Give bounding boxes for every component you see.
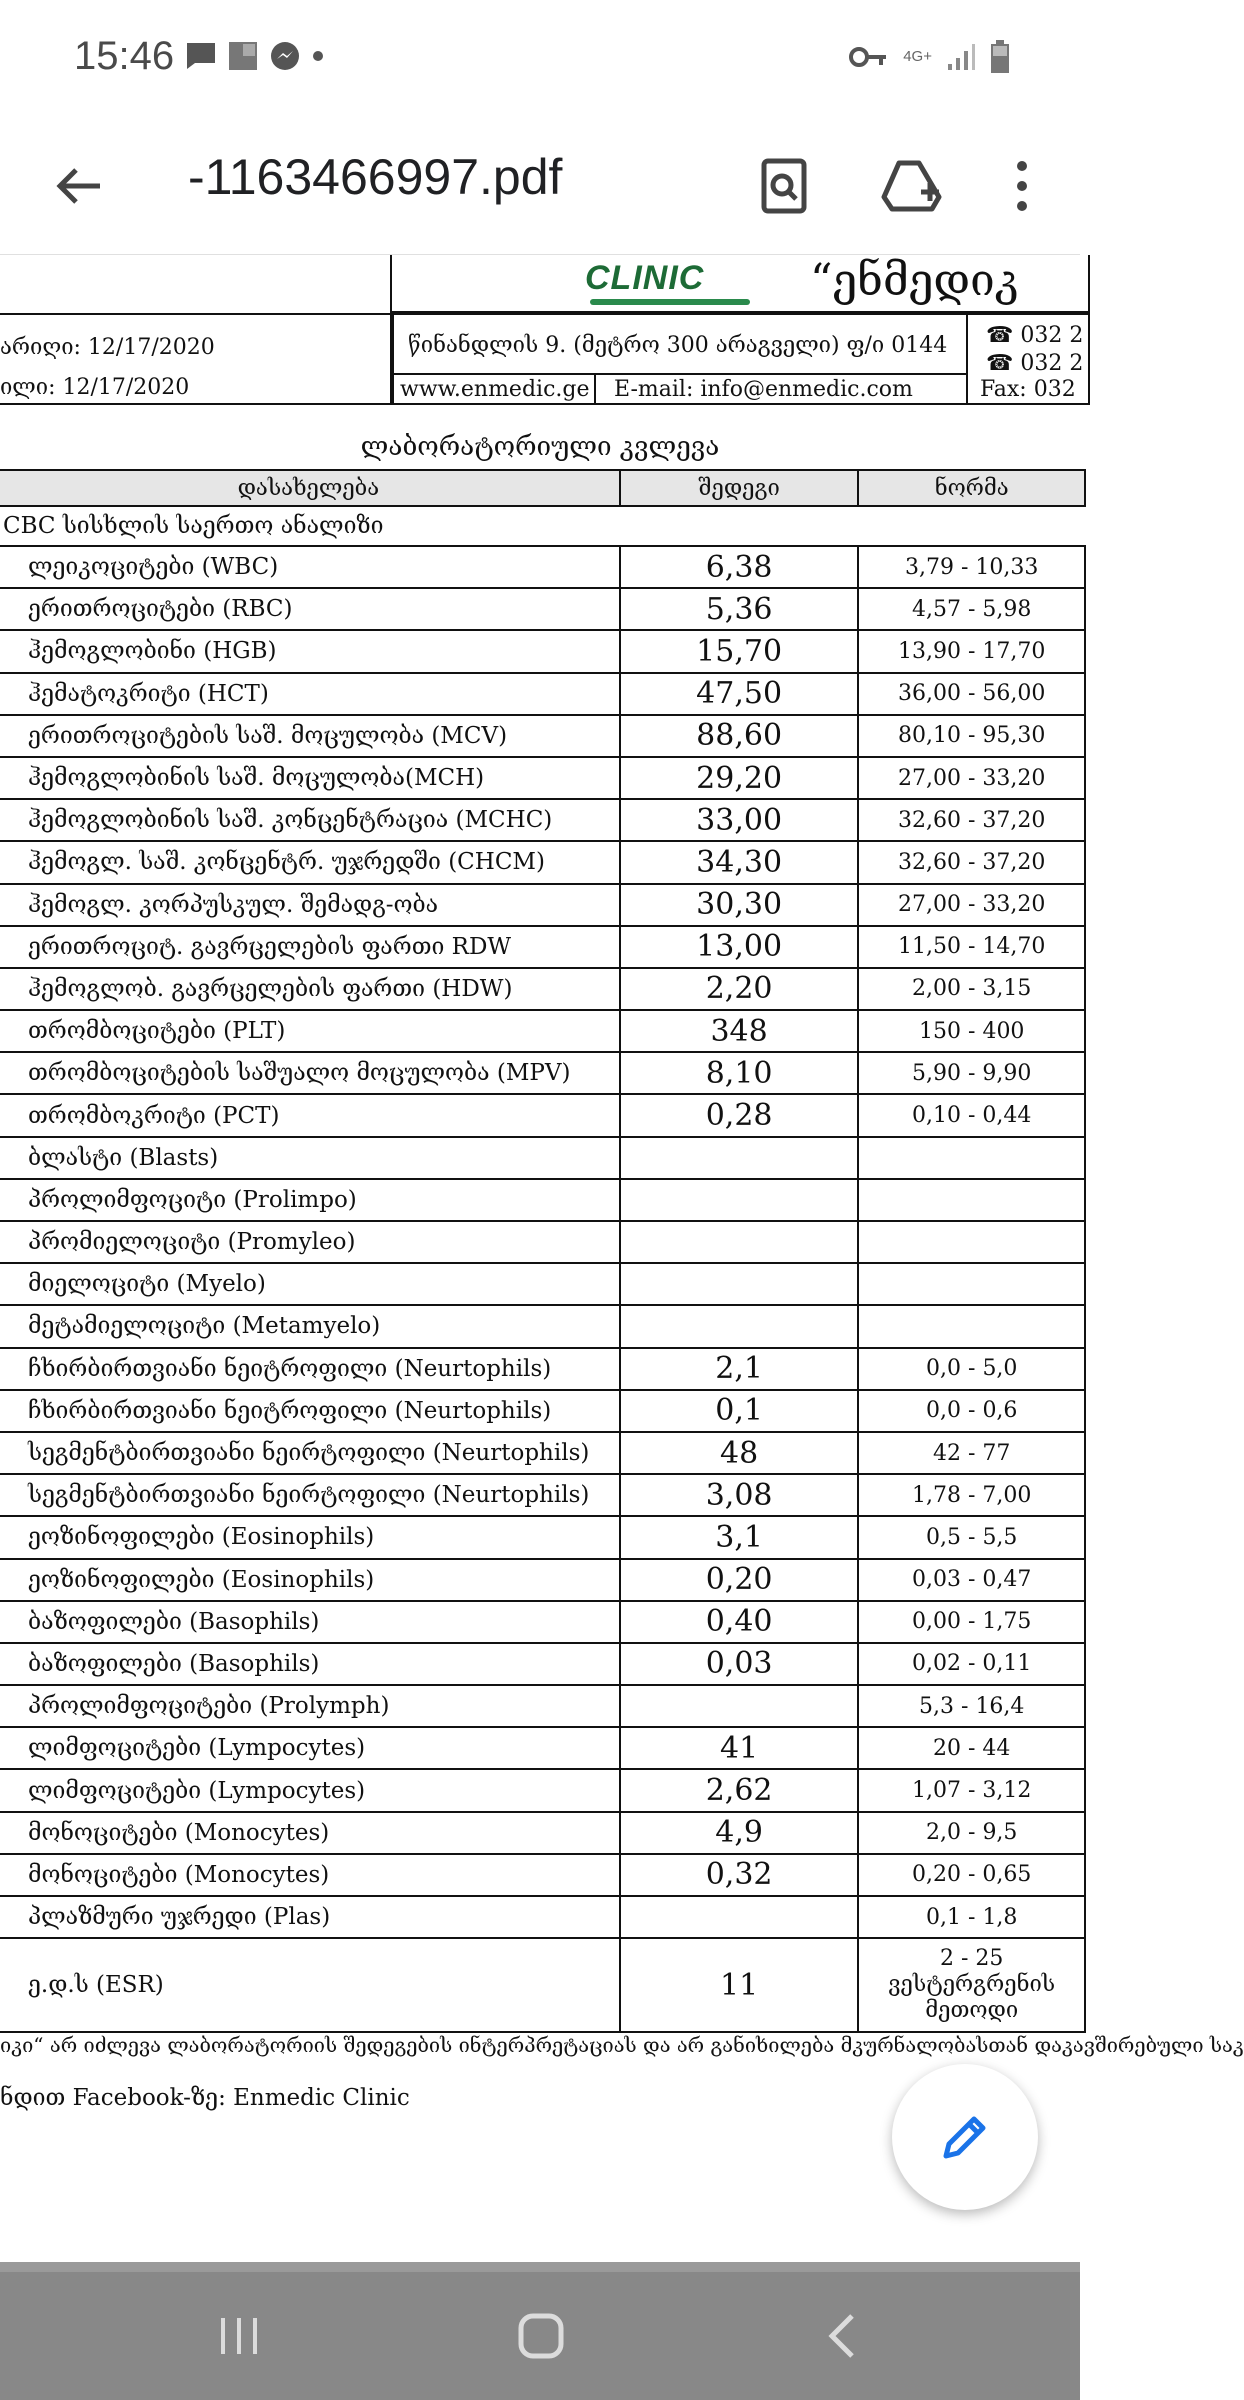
column-header-norm: ნორმა	[858, 470, 1085, 506]
row-result	[620, 1896, 859, 1938]
row-name: ეოზინოფილები (Eosinophils)	[0, 1559, 620, 1601]
row-norm: 36,00 - 56,00	[858, 673, 1085, 715]
row-result: 5,36	[620, 588, 859, 630]
table-row	[0, 1896, 1085, 1938]
row-result	[620, 1305, 859, 1347]
row-name: სეგმენტბირთვიანი ნეირტოფილი (Neurtophils)	[0, 1432, 620, 1474]
table-row	[0, 1854, 1085, 1896]
row-name: ერითროციტების საშ. მოცულობა (MCV)	[0, 715, 620, 757]
row-result: 0,20	[620, 1559, 859, 1601]
row-name: ჰემოგლობინი (HGB)	[0, 630, 620, 672]
row-name: ჰემოგლ. კორპუსკულ. შემადგ-ობა	[0, 884, 620, 926]
system-icons	[849, 40, 1010, 74]
navigation-bar	[0, 2272, 1080, 2400]
row-norm: 0,1 - 1,8	[858, 1896, 1085, 1938]
row-name: ჰემოგლობინის საშ. მოცულობა(MCH)	[0, 757, 620, 799]
row-result: 88,60	[620, 715, 859, 757]
row-name: ლიმფოციტები (Lympocytes)	[0, 1769, 620, 1811]
row-result	[620, 1137, 859, 1179]
row-name: ლეიკოციტები (WBC)	[0, 546, 620, 588]
back-nav-button[interactable]	[796, 2296, 886, 2376]
table-row-esr	[0, 1938, 1085, 2032]
status-bar	[0, 0, 1080, 120]
results-body	[0, 546, 1085, 1938]
phone-2: ☎ 032 2	[986, 351, 1084, 376]
table-row	[0, 799, 1085, 841]
row-name: ეოზინოფილები (Eosinophils)	[0, 1516, 620, 1558]
row-name: თრომბოკრიტი (PCT)	[0, 1094, 620, 1136]
row-norm	[858, 1938, 1085, 2032]
table-row	[0, 1474, 1085, 1516]
row-name: თრომბოციტები (PLT)	[0, 1010, 620, 1052]
row-norm	[858, 1305, 1085, 1347]
row-result: 41	[620, 1727, 859, 1769]
back-arrow-icon	[54, 166, 102, 206]
row-name: ჩხირბირთვიანი ნეიტროფილი (Neurtophils)	[0, 1390, 620, 1432]
row-name: მონოციტები (Monocytes)	[0, 1812, 620, 1854]
row-name: ლიმფოციტები (Lympocytes)	[0, 1727, 620, 1769]
row-norm	[858, 1137, 1085, 1179]
row-result: 30,30	[620, 884, 859, 926]
column-header-result: შედეგი	[620, 470, 859, 506]
row-name: ე.დ.ს (ESR)	[0, 1938, 620, 2032]
row-name: მიელოციტი (Myelo)	[0, 1263, 620, 1305]
row-result: 29,20	[620, 757, 859, 799]
table-header	[0, 470, 1085, 506]
table-row	[0, 1685, 1085, 1727]
row-name: პლაზმური უჯრედი (Plas)	[0, 1896, 620, 1938]
network-type: 4G+	[903, 48, 932, 65]
row-norm: 2,0 - 9,5	[858, 1812, 1085, 1854]
app-bar	[0, 120, 1080, 255]
row-result: 11	[620, 1938, 859, 2032]
table-row	[0, 1052, 1085, 1094]
row-result: 0,40	[620, 1601, 859, 1643]
table-row	[0, 1179, 1085, 1221]
row-norm: 5,3 - 16,4	[858, 1685, 1085, 1727]
recent-apps-icon	[217, 2314, 261, 2358]
row-norm: 80,10 - 95,30	[858, 715, 1085, 757]
row-result: 3,08	[620, 1474, 859, 1516]
row-name: მონოციტები (Monocytes)	[0, 1854, 620, 1896]
row-result	[620, 1179, 859, 1221]
table-row	[0, 1601, 1085, 1643]
gallery-icon	[227, 40, 259, 72]
vpn-key-icon	[849, 45, 889, 69]
clinic-name: “ენმედიკ	[810, 255, 1019, 306]
row-norm: 27,00 - 33,20	[858, 884, 1085, 926]
row-name: ჰემატოკრიტი (HCT)	[0, 673, 620, 715]
add-to-drive-icon	[881, 160, 943, 212]
clinic-logo: CLINIC	[585, 259, 705, 297]
row-result: 2,1	[620, 1348, 859, 1390]
table-row	[0, 1305, 1085, 1347]
row-norm: 4,57 - 5,98	[858, 588, 1085, 630]
row-norm: 27,00 - 33,20	[858, 757, 1085, 799]
row-name: ჩხირბირთვიანი ნეიტროფილი (Neurtophils)	[0, 1348, 620, 1390]
table-row	[0, 1432, 1085, 1474]
table-row	[0, 1390, 1085, 1432]
table-row	[0, 1221, 1085, 1263]
table-row	[0, 1769, 1085, 1811]
esr-norm-method-2: მეთოდი	[925, 1998, 1019, 2024]
fax: Fax: 032	[980, 377, 1076, 402]
row-norm: 0,0 - 0,6	[858, 1390, 1085, 1432]
row-norm	[858, 1221, 1085, 1263]
row-result: 348	[620, 1010, 859, 1052]
row-result: 15,70	[620, 630, 859, 672]
row-name: მეტამიელოციტი (Metamyelo)	[0, 1305, 620, 1347]
table-row	[0, 1643, 1085, 1685]
row-result: 4,9	[620, 1812, 859, 1854]
table-row	[0, 968, 1085, 1010]
row-result: 33,00	[620, 799, 859, 841]
section-title: ლაბორატორიული კვლევა	[360, 432, 720, 462]
row-result: 0,1	[620, 1390, 859, 1432]
date-line-2: ილი: 12/17/2020	[0, 375, 190, 400]
row-result: 34,30	[620, 841, 859, 883]
back-nav-icon	[826, 2312, 856, 2360]
table-row	[0, 1727, 1085, 1769]
footnote: იკი“ არ იძლევა ლაბორატორიის შედეგების ინტერპრეტაციას და არ განიხილება მკურნალობასთან დაკავშირებული საკ	[0, 2033, 1244, 2057]
edit-pencil-icon	[938, 2110, 992, 2164]
table-row	[0, 546, 1085, 588]
notification-icons	[185, 40, 325, 72]
row-name: ერითროციტ. გავრცელების ფართი RDW	[0, 926, 620, 968]
row-name: ჰემოგლობინის საშ. კონცენტრაცია (MCHC)	[0, 799, 620, 841]
row-norm: 0,03 - 0,47	[858, 1559, 1085, 1601]
recent-apps-button[interactable]	[194, 2296, 284, 2376]
file-title: -1163466997.pdf	[188, 149, 563, 205]
row-norm: 1,78 - 7,00	[858, 1474, 1085, 1516]
more-options-button[interactable]	[986, 150, 1058, 222]
table-row	[0, 1348, 1085, 1390]
row-result	[620, 1221, 859, 1263]
row-norm: 11,50 - 14,70	[858, 926, 1085, 968]
row-name: ერითროციტები (RBC)	[0, 588, 620, 630]
table-row	[0, 757, 1085, 799]
search-document-button[interactable]	[748, 150, 820, 222]
row-name: ბაზოფილები (Basophils)	[0, 1643, 620, 1685]
row-name: ბაზოფილები (Basophils)	[0, 1601, 620, 1643]
row-norm: 32,60 - 37,20	[858, 841, 1085, 883]
results-table	[0, 469, 1086, 2033]
row-name: სეგმენტბირთვიანი ნეირტოფილი (Neurtophils)	[0, 1474, 620, 1516]
table-row	[0, 588, 1085, 630]
search-document-icon	[761, 158, 807, 214]
row-result	[620, 1685, 859, 1727]
row-norm: 150 - 400	[858, 1010, 1085, 1052]
table-row	[0, 1094, 1085, 1136]
row-norm: 42 - 77	[858, 1432, 1085, 1474]
row-result: 6,38	[620, 546, 859, 588]
row-name: პროლიმფოციტი (Prolimpo)	[0, 1179, 620, 1221]
table-row	[0, 1559, 1085, 1601]
row-norm	[858, 1263, 1085, 1305]
row-result: 0,32	[620, 1854, 859, 1896]
row-result: 47,50	[620, 673, 859, 715]
row-result: 13,00	[620, 926, 859, 968]
chat-bubble-icon	[185, 41, 217, 71]
row-result: 8,10	[620, 1052, 859, 1094]
esr-norm-range: 2 - 25	[940, 1946, 1004, 1972]
pdf-page	[0, 255, 1244, 2240]
row-norm: 0,20 - 0,65	[858, 1854, 1085, 1896]
row-norm: 1,07 - 3,12	[858, 1769, 1085, 1811]
row-result: 2,62	[620, 1769, 859, 1811]
row-result: 3,1	[620, 1516, 859, 1558]
row-norm: 0,00 - 1,75	[858, 1601, 1085, 1643]
table-row	[0, 926, 1085, 968]
row-norm: 32,60 - 37,20	[858, 799, 1085, 841]
row-norm: 13,90 - 17,70	[858, 630, 1085, 672]
row-norm: 0,5 - 5,5	[858, 1516, 1085, 1558]
clinic-address: წინანდლის 9. (მეტრო 300 არაგველი) ფ/ი 0144	[408, 333, 948, 358]
table-row	[0, 1812, 1085, 1854]
group-row	[0, 506, 1085, 546]
clinic-email: E-mail: info@enmedic.com	[614, 377, 913, 402]
row-norm: 3,79 - 10,33	[858, 546, 1085, 588]
group-title: CBC სისხლის საერთო ანალიზი	[0, 506, 1085, 546]
date-line-1: არიღი: 12/17/2020	[0, 335, 215, 360]
row-norm: 0,10 - 0,44	[858, 1094, 1085, 1136]
row-name: ბლასტი (Blasts)	[0, 1137, 620, 1179]
row-norm: 20 - 44	[858, 1727, 1085, 1769]
table-row	[0, 884, 1085, 926]
column-header-name: დასახელება	[0, 470, 620, 506]
more-vert-icon	[1014, 160, 1030, 212]
signal-icon	[946, 42, 976, 72]
row-norm: 0,02 - 0,11	[858, 1643, 1085, 1685]
dot-icon	[311, 49, 325, 63]
logo-underline	[590, 299, 750, 305]
table-row	[0, 1010, 1085, 1052]
table-row	[0, 715, 1085, 757]
messenger-icon	[269, 40, 301, 72]
row-norm: 0,0 - 5,0	[858, 1348, 1085, 1390]
battery-icon	[990, 40, 1010, 74]
edit-fab-button[interactable]	[892, 2064, 1038, 2210]
back-button[interactable]	[42, 150, 114, 222]
add-to-drive-button[interactable]	[876, 150, 948, 222]
clinic-website: www.enmedic.ge	[400, 377, 590, 402]
table-row	[0, 841, 1085, 883]
facebook-line: ნდით Facebook-ზე: Enmedic Clinic	[0, 2085, 410, 2111]
row-result: 0,28	[620, 1094, 859, 1136]
row-name: პრომიელოციტი (Promyleo)	[0, 1221, 620, 1263]
row-name: ჰემოგლობ. გავრცელების ფართი (HDW)	[0, 968, 620, 1010]
table-row	[0, 1137, 1085, 1179]
row-norm	[858, 1179, 1085, 1221]
row-norm: 5,90 - 9,90	[858, 1052, 1085, 1094]
row-name: ჰემოგლ. საშ. კონცენტრ. უჯრედში (CHCM)	[0, 841, 620, 883]
row-result: 0,03	[620, 1643, 859, 1685]
esr-norm-method: ვესტერგრენის	[888, 1972, 1056, 1998]
phone-1: ☎ 032 2	[986, 323, 1084, 348]
table-row	[0, 673, 1085, 715]
table-row	[0, 1263, 1085, 1305]
nav-bar-edge	[0, 2262, 1080, 2272]
row-name: პროლიმფოციტები (Prolymph)	[0, 1685, 620, 1727]
row-name: თრომბოციტების საშუალო მოცულობა (MPV)	[0, 1052, 620, 1094]
table-row	[0, 1516, 1085, 1558]
row-norm: 2,00 - 3,15	[858, 968, 1085, 1010]
row-result: 48	[620, 1432, 859, 1474]
status-time: 15:46	[74, 34, 175, 78]
table-row	[0, 630, 1085, 672]
row-result: 2,20	[620, 968, 859, 1010]
home-button[interactable]	[496, 2296, 586, 2376]
row-result	[620, 1263, 859, 1305]
home-icon	[517, 2312, 565, 2360]
